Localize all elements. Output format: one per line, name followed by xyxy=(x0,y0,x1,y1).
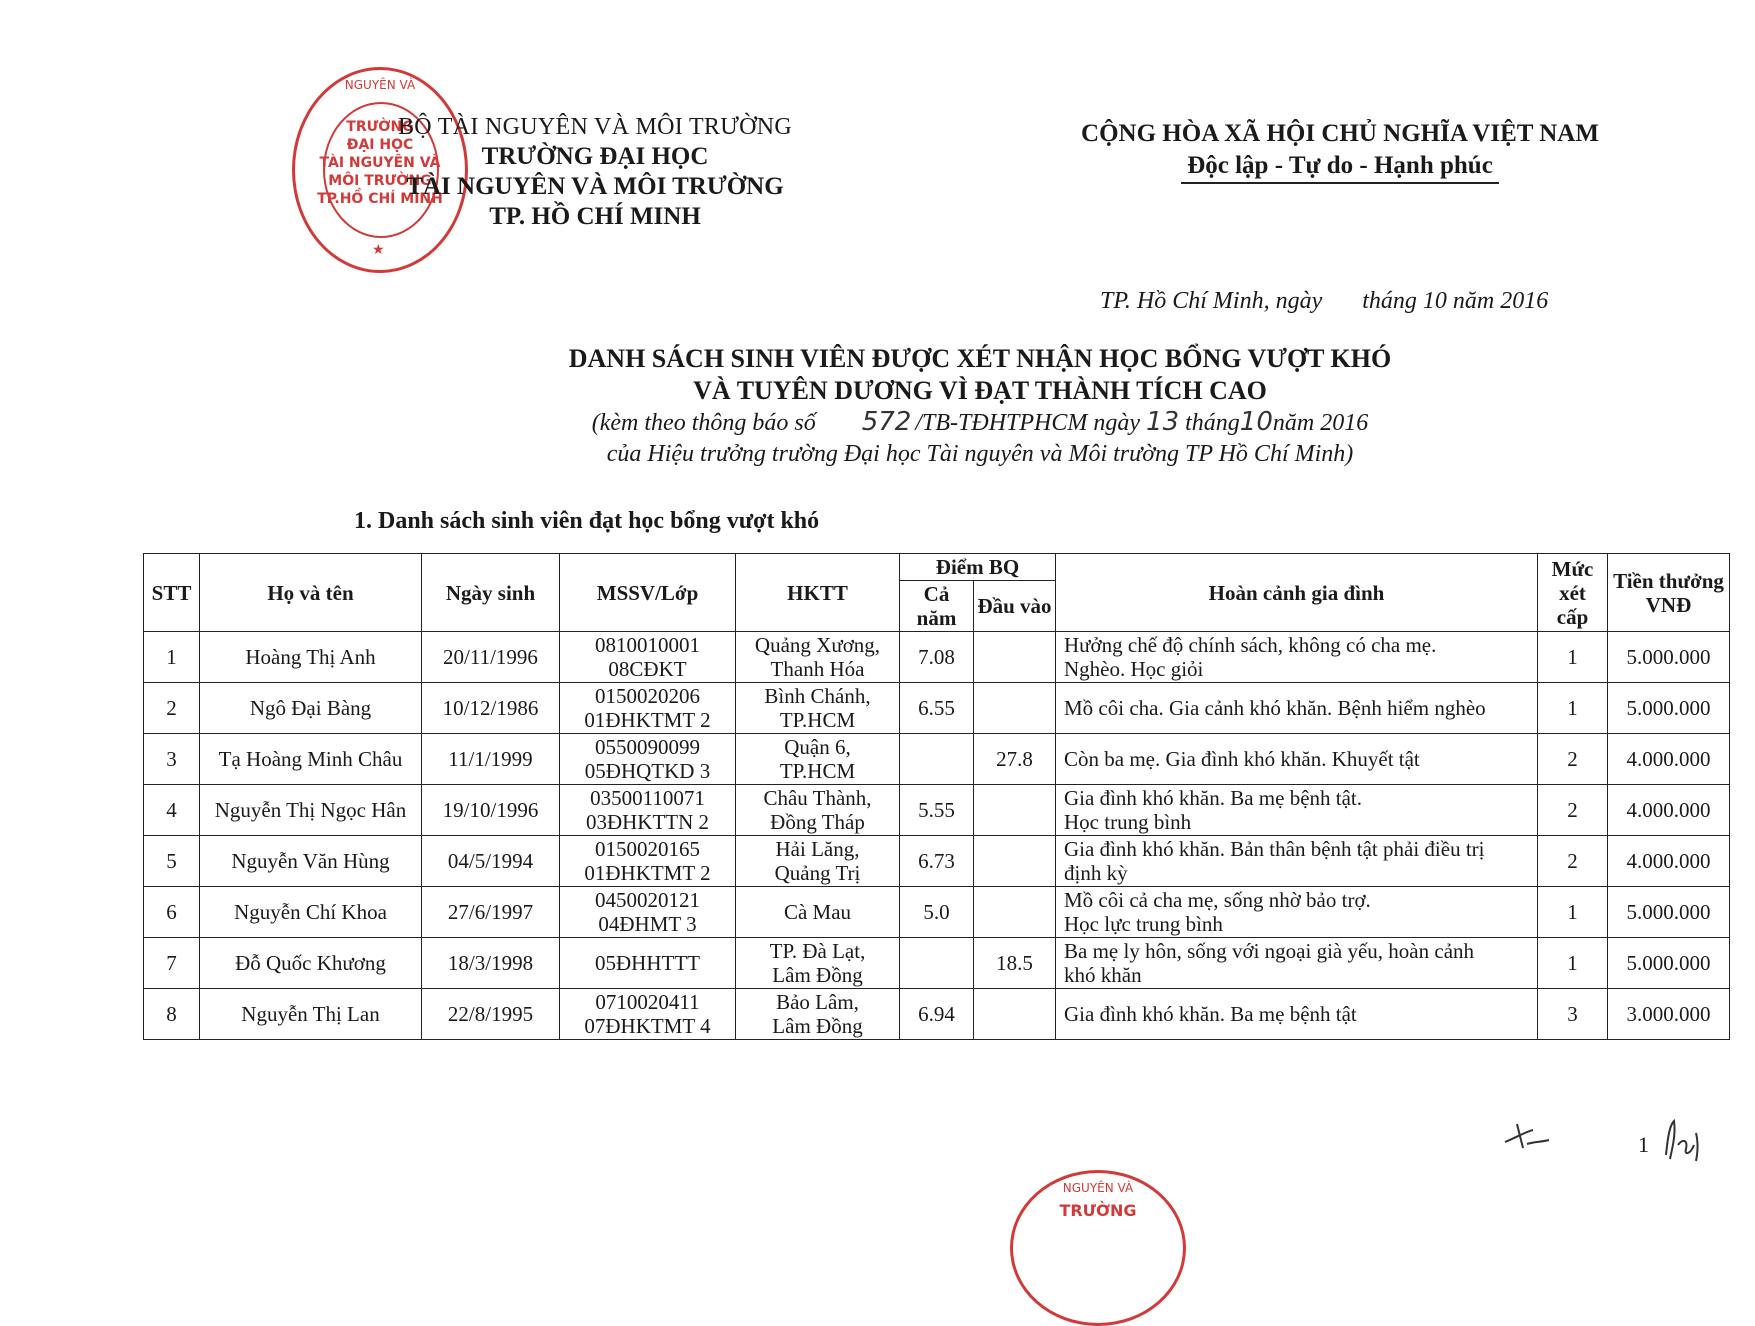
cell-hktt xyxy=(736,989,900,1040)
header-ca-nam: Cả năm xyxy=(900,581,974,632)
cell-ca-nam: 6.94 xyxy=(900,989,974,1040)
university-line-1: TRƯỜNG ĐẠI HỌC xyxy=(481,143,709,170)
hktt-province: Cà Mau xyxy=(783,900,852,924)
cell-dau-vao xyxy=(974,887,1056,938)
cell-muc: 3 xyxy=(1538,989,1608,1040)
cell-ca-nam xyxy=(900,734,974,785)
context-line: định kỳ xyxy=(1064,861,1128,885)
cell-muc: 1 xyxy=(1538,938,1608,989)
cell-tien: 5.000.000 xyxy=(1608,683,1730,734)
cell-ca-nam: 6.55 xyxy=(900,683,974,734)
cell-ca-nam: 5.0 xyxy=(900,887,974,938)
cell-name: Nguyễn Thị Ngọc Hân xyxy=(200,785,422,836)
cell-stt: 1 xyxy=(144,632,200,683)
cell-stt: 2 xyxy=(144,683,200,734)
cell-muc: 2 xyxy=(1538,734,1608,785)
mssv-code: 0150020165 xyxy=(595,837,700,861)
seal-text: TRƯỜNG xyxy=(1059,1201,1137,1220)
seal-line: MÔI TRƯỜNG xyxy=(328,173,432,189)
table-row xyxy=(144,683,1730,734)
cell-tien: 4.000.000 xyxy=(1608,836,1730,887)
seal-line: ĐẠI HỌC xyxy=(346,137,414,153)
hktt-province: TP.HCM xyxy=(779,759,856,783)
hktt-district: Quảng Xương, xyxy=(754,633,881,657)
official-seal-bottom xyxy=(1010,1170,1186,1326)
cell-dau-vao xyxy=(974,683,1056,734)
cell-hoan-canh xyxy=(1056,734,1538,785)
hktt-province: Đồng Tháp xyxy=(770,810,865,834)
table-row xyxy=(144,989,1730,1040)
header-name: Họ và tên xyxy=(200,554,422,632)
cell-tien: 4.000.000 xyxy=(1608,734,1730,785)
table-row xyxy=(144,632,1730,683)
document-date xyxy=(1100,288,1548,315)
scholarship-table xyxy=(143,553,1730,1040)
cell-hktt xyxy=(736,836,900,887)
cell-hktt xyxy=(736,683,900,734)
cell-dob: 27/6/1997 xyxy=(422,887,560,938)
cell-stt: 4 xyxy=(144,785,200,836)
hktt-district: Quận 6, xyxy=(784,735,851,759)
mssv-code: 0810010001 xyxy=(595,633,700,657)
seal-line: TP.HỒ CHÍ MINH xyxy=(317,191,443,207)
cell-dau-vao: 27.8 xyxy=(974,734,1056,785)
context-line: Nghèo. Học giỏi xyxy=(1064,657,1204,681)
cell-stt: 3 xyxy=(144,734,200,785)
handwritten-number: 572 xyxy=(861,407,912,437)
header-hoan-canh: Hoàn cảnh gia đình xyxy=(1056,554,1538,632)
handwritten-day: 13 xyxy=(1146,407,1180,437)
cell-dau-vao xyxy=(974,836,1056,887)
table-row xyxy=(144,938,1730,989)
title-line-1: DANH SÁCH SINH VIÊN ĐƯỢC XÉT NHẬN HỌC BỔNG VƯỢT KHÓ xyxy=(568,344,1392,373)
hktt-district: Bảo Lâm, xyxy=(776,990,859,1014)
ministry-name: BỘ TÀI NGUYÊN VÀ MÔI TRƯỜNG xyxy=(397,114,793,140)
hktt-district: Bình Chánh, xyxy=(764,684,871,708)
cell-hktt xyxy=(736,734,900,785)
class-code: 04ĐHMT 3 xyxy=(598,912,697,936)
cell-tien: 5.000.000 xyxy=(1608,887,1730,938)
hktt-province: Lâm Đồng xyxy=(772,963,863,987)
cell-name: Nguyễn Thị Lan xyxy=(200,989,422,1040)
page-number: 1 xyxy=(1638,1132,1649,1157)
seal-star-icon: ★ xyxy=(372,242,385,258)
country-name: CỘNG HÒA XÃ HỘI CHỦ NGHĨA VIỆT NAM xyxy=(1081,120,1599,147)
ref-prefix: (kèm theo thông báo số xyxy=(591,410,816,436)
cell-name: Đỗ Quốc Khương xyxy=(200,938,422,989)
mssv-code: 03500110071 xyxy=(590,786,705,810)
header-stt: STT xyxy=(144,554,200,632)
cell-ca-nam xyxy=(900,938,974,989)
title-reference xyxy=(360,407,1600,439)
mssv-code: 05ĐHHTTT xyxy=(595,951,700,975)
cell-dob: 11/1/1999 xyxy=(422,734,560,785)
cell-mssv xyxy=(560,632,736,683)
university-line-3: TP. HỒ CHÍ MINH xyxy=(489,203,701,230)
header-mssv: MSSV/Lớp xyxy=(560,554,736,632)
header-dau-vao: Đầu vào xyxy=(974,581,1056,632)
hktt-province: Thanh Hóa xyxy=(770,657,865,681)
cell-name: Nguyễn Văn Hùng xyxy=(200,836,422,887)
cell-mssv xyxy=(560,887,736,938)
cell-stt: 8 xyxy=(144,989,200,1040)
cell-hktt xyxy=(736,938,900,989)
document-title xyxy=(360,343,1600,470)
hktt-province: Lâm Đồng xyxy=(772,1014,863,1038)
cell-tien: 5.000.000 xyxy=(1608,938,1730,989)
table-row xyxy=(144,836,1730,887)
cell-dob: 18/3/1998 xyxy=(422,938,560,989)
issuer-header xyxy=(360,112,830,232)
cell-dob: 10/12/1986 xyxy=(422,683,560,734)
cell-stt: 7 xyxy=(144,938,200,989)
cell-mssv xyxy=(560,836,736,887)
mssv-code: 0150020206 xyxy=(595,684,700,708)
seal-line: TRƯỜNG xyxy=(346,119,414,135)
cell-tien: 3.000.000 xyxy=(1608,989,1730,1040)
header-hktt: HKTT xyxy=(736,554,900,632)
cell-muc: 2 xyxy=(1538,785,1608,836)
title-line-2: VÀ TUYÊN DƯƠNG VÌ ĐẠT THÀNH TÍCH CAO xyxy=(693,376,1267,405)
cell-tien: 5.000.000 xyxy=(1608,632,1730,683)
cell-dob: 20/11/1996 xyxy=(422,632,560,683)
cell-hoan-canh xyxy=(1056,785,1538,836)
cell-hoan-canh xyxy=(1056,683,1538,734)
ref-month-label: tháng xyxy=(1185,410,1240,436)
cell-tien: 4.000.000 xyxy=(1608,785,1730,836)
cell-name: Ngô Đại Bàng xyxy=(200,683,422,734)
context-line: Gia đình khó khăn. Bản thân bệnh tật phải điều trị xyxy=(1064,837,1485,861)
cell-mssv xyxy=(560,989,736,1040)
cell-name: Tạ Hoàng Minh Châu xyxy=(200,734,422,785)
cell-hoan-canh xyxy=(1056,836,1538,887)
header-dob: Ngày sinh xyxy=(422,554,560,632)
cell-hktt xyxy=(736,887,900,938)
table-row xyxy=(144,887,1730,938)
section-title: 1. Danh sách sinh viên đạt học bổng vượt khó xyxy=(354,508,820,534)
cell-hoan-canh xyxy=(1056,989,1538,1040)
context-line: Học lực trung bình xyxy=(1064,912,1223,936)
context-line: Mồ côi cha. Gia cảnh khó khăn. Bệnh hiểm nghèo xyxy=(1064,696,1486,720)
cell-mssv xyxy=(560,785,736,836)
cell-hktt xyxy=(736,785,900,836)
header-muc: Mức xét cấp xyxy=(1538,554,1608,632)
cell-dau-vao xyxy=(974,785,1056,836)
cell-ca-nam: 7.08 xyxy=(900,632,974,683)
ref-middle: /TB-TĐHTPHCM ngày xyxy=(915,410,1141,436)
cell-name: Nguyễn Chí Khoa xyxy=(200,887,422,938)
cell-dob: 19/10/1996 xyxy=(422,785,560,836)
signature-icon xyxy=(1660,1115,1704,1163)
class-code: 01ĐHKTMT 2 xyxy=(584,708,711,732)
hktt-province: Quảng Trị xyxy=(774,861,861,885)
cell-mssv xyxy=(560,683,736,734)
seal-ring-text: NGUYÊN VÀ xyxy=(344,78,416,92)
cell-stt: 5 xyxy=(144,836,200,887)
context-line: khó khăn xyxy=(1064,963,1142,987)
context-line: Hưởng chế độ chính sách, không có cha mẹ. xyxy=(1064,633,1437,657)
context-line: Gia đình khó khăn. Ba mẹ bệnh tật. xyxy=(1064,786,1363,810)
class-code: 01ĐHKTMT 2 xyxy=(584,861,711,885)
cell-ca-nam: 5.55 xyxy=(900,785,974,836)
cell-muc: 1 xyxy=(1538,683,1608,734)
mssv-code: 0710020411 xyxy=(595,990,700,1014)
seal-ring-text: NGUYÊN VÀ xyxy=(1062,1181,1134,1195)
national-motto: Độc lập - Tự do - Hạnh phúc xyxy=(1181,150,1499,184)
cell-dau-vao xyxy=(974,632,1056,683)
cell-name: Hoàng Thị Anh xyxy=(200,632,422,683)
cell-hoan-canh xyxy=(1056,632,1538,683)
header-diem-bq: Điểm BQ xyxy=(900,554,1056,581)
hktt-province: TP.HCM xyxy=(779,708,856,732)
date-month-year: tháng 10 năm 2016 xyxy=(1362,288,1549,314)
seal-line: TÀI NGUYÊN VÀ xyxy=(319,155,441,171)
cell-muc: 1 xyxy=(1538,632,1608,683)
cell-dau-vao: 18.5 xyxy=(974,938,1056,989)
title-issuer: của Hiệu trưởng trường Đại học Tài nguyên và Môi trường TP Hồ Chí Minh) xyxy=(606,441,1354,467)
cell-dob: 04/5/1994 xyxy=(422,836,560,887)
class-code: 05ĐHQTKD 3 xyxy=(584,759,711,783)
table-row xyxy=(144,785,1730,836)
header-tien: Tiền thưởng VNĐ xyxy=(1608,554,1730,632)
class-code: 03ĐHKTTN 2 xyxy=(585,810,710,834)
cell-hktt xyxy=(736,632,900,683)
cell-hoan-canh xyxy=(1056,887,1538,938)
mssv-code: 0450020121 xyxy=(595,888,700,912)
university-line-2: TÀI NGUYÊN VÀ MÔI TRƯỜNG xyxy=(406,173,784,200)
class-code: 08CĐKT xyxy=(608,657,687,681)
national-header xyxy=(1060,118,1620,184)
cell-dau-vao xyxy=(974,989,1056,1040)
table-row xyxy=(144,734,1730,785)
mssv-code: 0550090099 xyxy=(595,735,700,759)
initial-signature-icon xyxy=(1503,1120,1551,1150)
context-line: Ba mẹ ly hôn, sống với ngoại già yếu, hoàn cảnh xyxy=(1064,939,1475,963)
handwritten-month: 10 xyxy=(1239,407,1273,437)
context-line: Học trung bình xyxy=(1064,810,1192,834)
class-code: 07ĐHKTMT 4 xyxy=(584,1014,711,1038)
cell-muc: 1 xyxy=(1538,887,1608,938)
cell-mssv xyxy=(560,938,736,989)
cell-dob: 22/8/1995 xyxy=(422,989,560,1040)
hktt-district: Châu Thành, xyxy=(763,786,872,810)
cell-hoan-canh xyxy=(1056,938,1538,989)
cell-mssv xyxy=(560,734,736,785)
cell-muc: 2 xyxy=(1538,836,1608,887)
ref-year: năm 2016 xyxy=(1272,410,1369,436)
context-line: Còn ba mẹ. Gia đình khó khăn. Khuyết tật xyxy=(1064,747,1420,771)
hktt-district: TP. Đà Lạt, xyxy=(769,939,866,963)
hktt-district: Hải Lăng, xyxy=(775,837,860,861)
context-line: Gia đình khó khăn. Ba mẹ bệnh tật xyxy=(1064,1002,1357,1026)
context-line: Mồ côi cả cha mẹ, sống nhờ bảo trợ. xyxy=(1064,888,1371,912)
cell-ca-nam: 6.73 xyxy=(900,836,974,887)
cell-stt: 6 xyxy=(144,887,200,938)
date-prefix: TP. Hồ Chí Minh, ngày xyxy=(1100,288,1323,314)
